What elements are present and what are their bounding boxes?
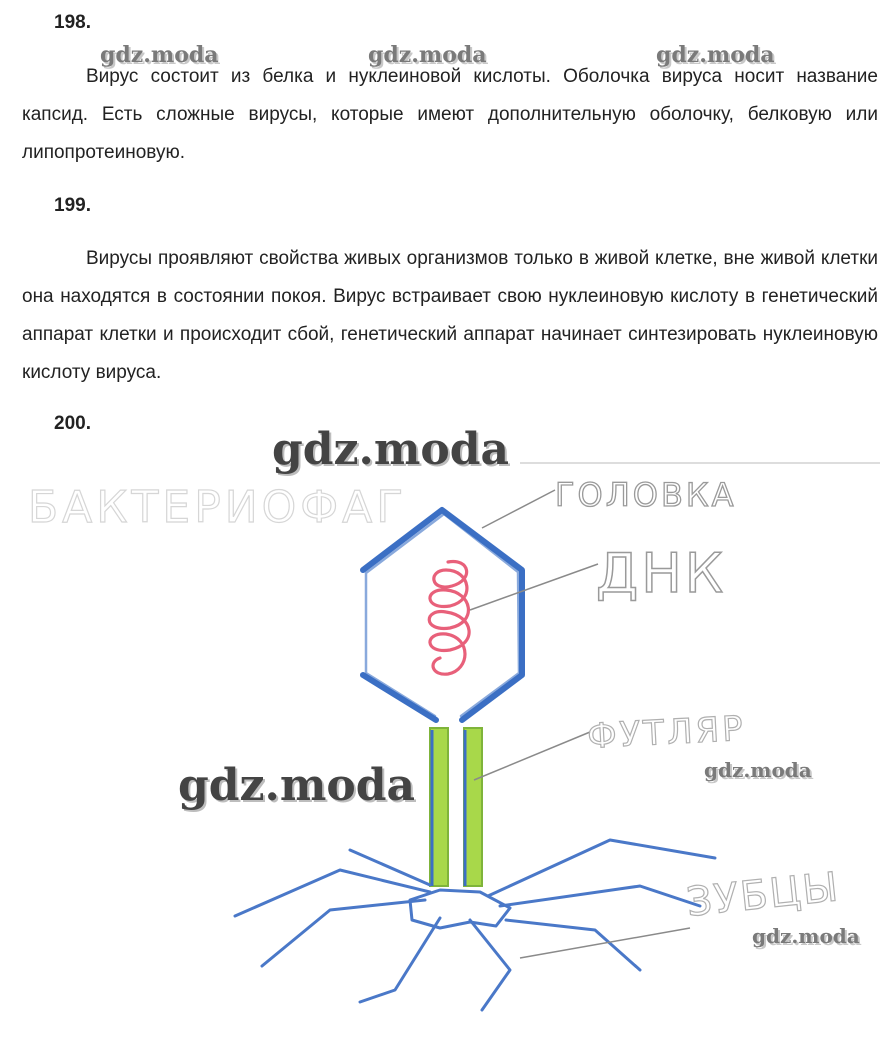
watermark: gdz.moda	[272, 424, 510, 475]
capsid-head	[363, 510, 522, 720]
label-sheath: ФУТЛЯР	[586, 708, 747, 757]
task-198-number: 198.	[54, 12, 91, 33]
watermark: gdz.moda	[704, 758, 812, 782]
label-dna: ДНК	[596, 542, 727, 605]
label-head: ГОЛОВКА	[555, 476, 737, 514]
task-198-body: Вирус состоит из белка и нуклеиновой кислоты. Оболочка вируса носит название капсид. Есть сложные вирусы, которые имеют дополнительную оболочку, белковую или липопротеиновую.	[22, 66, 878, 163]
task-198-text	[22, 58, 878, 172]
task-199-body: Вирусы проявляют свойства живых организмов только в живой клетке, вне живой клетки она находятся в состоянии покоя. Вирус встраивает свою нуклеиновую кислоту в генетический аппарат клетки и происходит сбой, генетический аппарат начинает синтезировать нуклеиновую кислоту вируса.	[22, 248, 878, 383]
faint-title: БАКТЕРИОФАГ	[28, 482, 408, 533]
task-199-text	[22, 240, 878, 392]
watermark: gdz.moda	[100, 42, 219, 68]
task-199-number: 199.	[54, 195, 91, 216]
dna-coil	[429, 562, 469, 675]
tail-sheath	[430, 728, 482, 886]
watermark: gdz.moda	[368, 42, 487, 68]
label-teeth: ЗУБЦЫ	[684, 864, 843, 926]
task-200-number: 200.	[54, 413, 91, 434]
watermark: gdz.moda	[752, 924, 860, 948]
watermark: gdz.moda	[656, 42, 775, 68]
watermark: gdz.moda	[178, 760, 416, 811]
bacteriophage-drawing	[0, 430, 896, 1054]
